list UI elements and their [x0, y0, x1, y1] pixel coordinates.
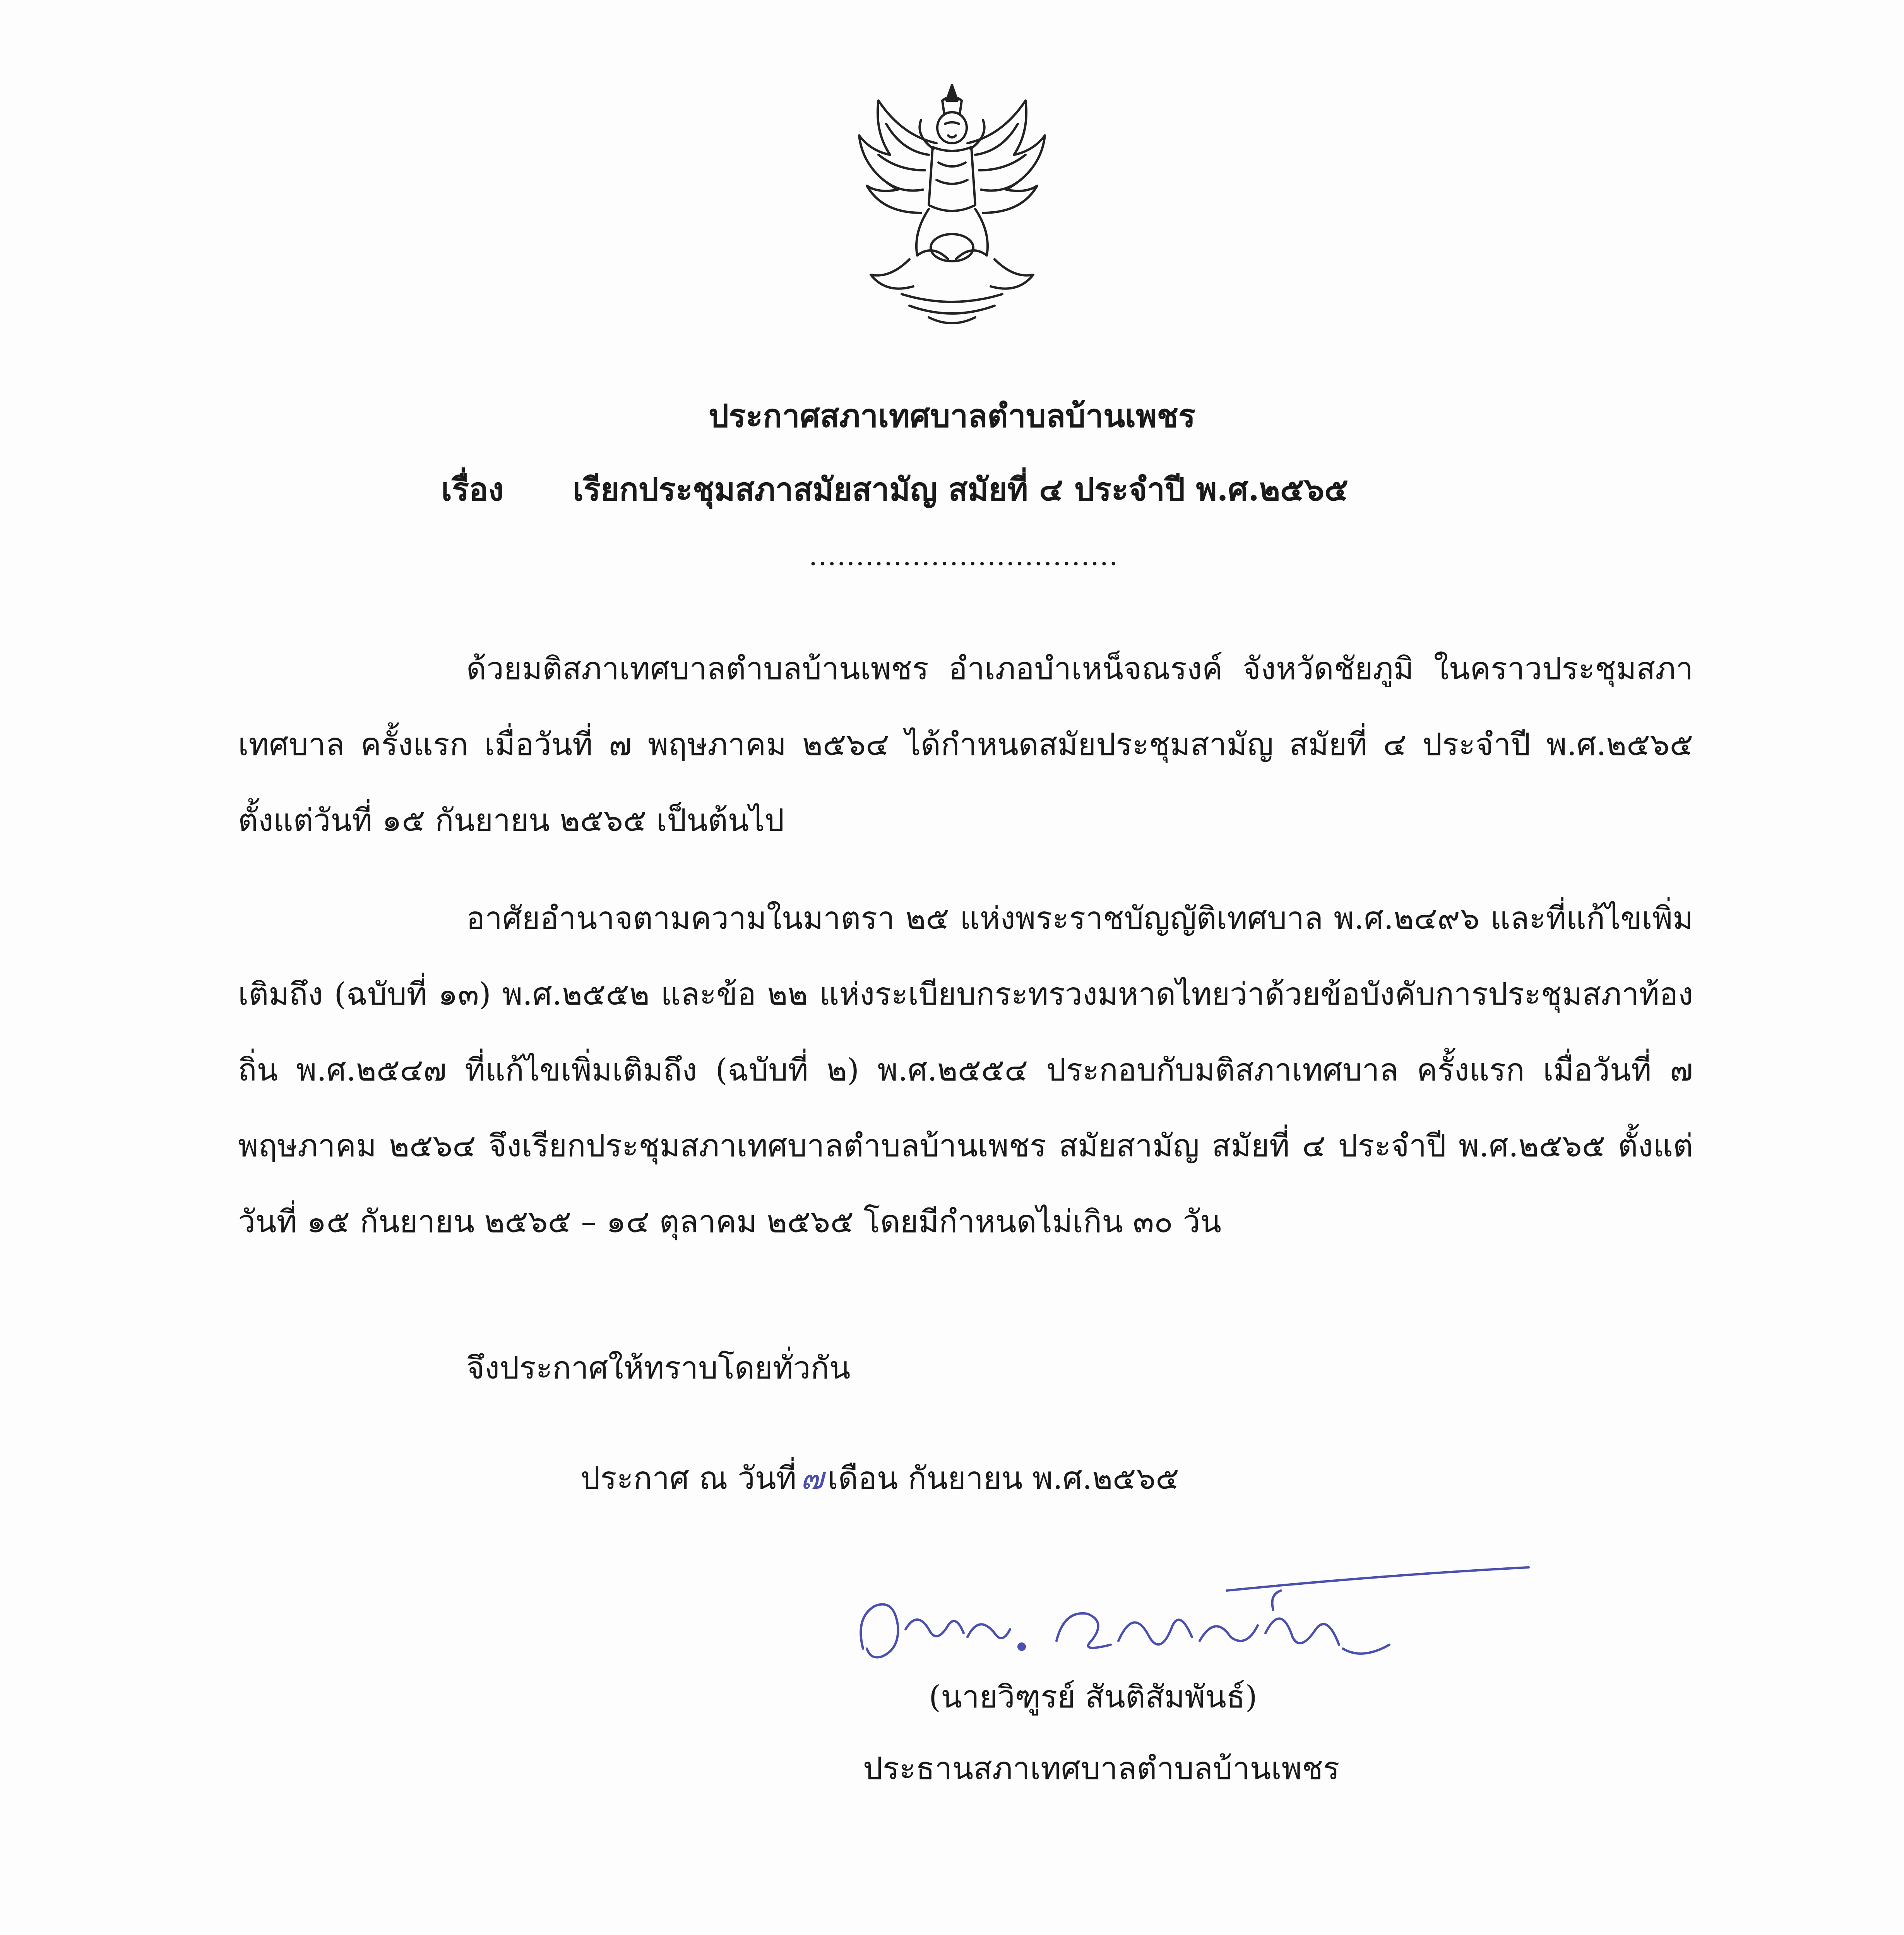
document-subject	[441, 468, 1348, 511]
document-title: ประกาศสภาเทศบาลตำบลบ้านเพชร	[708, 397, 1196, 435]
announcement-day-handwritten: ๗	[800, 1460, 824, 1496]
announcement-date	[580, 1457, 1179, 1500]
signatory-name: (นายวิฑูรย์ สันติสัมพันธ์)	[929, 1679, 1257, 1715]
body-paragraph-2: อาศัยอำนาจตามความในมาตรา ๒๕ แห่งพระราชบัญญัติเทศบาล พ.ศ.๒๔๙๖ และที่แก้ไขเพิ่มเติมถึง (ฉบับที่ ๑๓) พ.ศ.๒๕๕๒ และข้อ ๒๒ แห่งระเบียบกระทรวงมหาดไทยว่าด้วยข้อบังคับการประชุมสภาท้องถิ่น พ.ศ.๒๕๔๗ ที่แก้ไขเพิ่มเติมถึง (ฉบับที่ ๒) พ.ศ.๒๕๕๔ ประกอบกับมติสภาเทศบาล ครั้งแรก เมื่อวันที่ ๗ พฤษภาคม ๒๕๖๔ จึงเรียกประชุมสภาเทศบาลตำบลบ้านเพชร สมัยสามัญ สมัยที่ ๔ ประจำปี พ.ศ.๒๕๖๕ ตั้งแต่วันที่ ๑๕ กันยายน ๒๕๖๕ – ๑๔ ตุลาคม ๒๕๖๕ โดยมีกำหนดไม่เกิน ๓๐ วัน	[238, 900, 1693, 1240]
closing-statement: จึงประกาศให้ทราบโดยทั่วกัน	[466, 1350, 851, 1386]
title-separator: .................................	[809, 540, 1119, 572]
announcement-date-suffix: เดือน กันยายน พ.ศ.๒๕๖๕	[827, 1460, 1179, 1496]
subject-label: เรื่อง	[441, 471, 504, 508]
body-paragraph-1: ด้วยมติสภาเทศบาลตำบลบ้านเพชร อำเภอบำเหน็จณรงค์ จังหวัดชัยภูมิ ในคราวประชุมสภาเทศบาล ครั้งแรก เมื่อวันที่ ๗ พฤษภาคม ๒๕๖๔ ได้กำหนดสมัยประชุมสามัญ สมัยที่ ๔ ประจำปี พ.ศ.๒๕๖๕ ตั้งแต่วันที่ ๑๕ กันยายน ๒๕๖๕ เป็นต้นไป	[238, 651, 1693, 838]
announcement-date-prefix: ประกาศ ณ วันที่	[580, 1460, 797, 1496]
signatory-position: ประธานสภาเทศบาลตำบลบ้านเพชร	[863, 1750, 1340, 1786]
garuda-emblem-icon	[832, 77, 1072, 341]
subject-text: เรียกประชุมสภาสมัยสามัญ สมัยที่ ๔ ประจำปี พ.ศ.๒๕๖๕	[573, 471, 1349, 508]
